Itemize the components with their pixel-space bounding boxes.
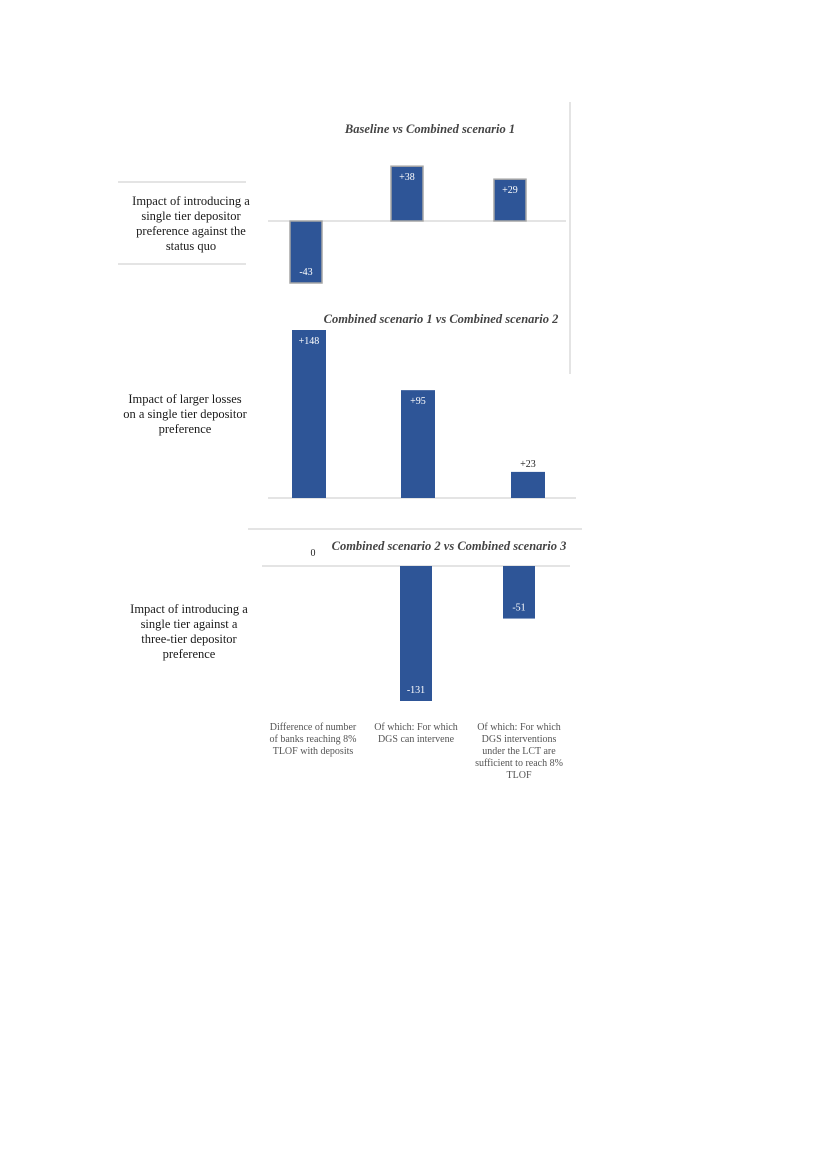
panel-2-side-label-line: on a single tier depositor (123, 407, 247, 421)
panel-2-data-label: +23 (520, 458, 536, 470)
category-tick-label: Of which: For which (477, 722, 561, 733)
panel-1-data-label: +29 (502, 185, 518, 197)
panel-2-title: Combined scenario 1 vs Combined scenario 2 (323, 312, 559, 326)
panel-3-data-label: -131 (406, 685, 426, 696)
category-tick-label: DGS can intervene (377, 734, 455, 745)
panel-2-bar (511, 472, 545, 498)
panel-3-side-label-line: three-tier depositor (141, 632, 237, 646)
category-tick-label: Difference of number (269, 722, 357, 733)
panel-1-side-label-line: preference against the (136, 224, 246, 238)
category-tick-label: TLOF with deposits (272, 746, 354, 757)
panel-2-side-label-line: Impact of larger losses (128, 392, 242, 406)
panel-3-title: Combined scenario 2 vs Combined scenario 3 (331, 539, 567, 553)
panel-1-side-label-line: Impact of introducing a (132, 194, 250, 208)
panel-1-data-label: -43 (299, 267, 313, 278)
panel-2-data-label: +95 (410, 396, 426, 408)
category-tick-label: TLOF (506, 770, 532, 781)
panel-3-side-label-line: single tier against a (140, 617, 238, 631)
category-tick-label: of banks reaching 8% (269, 734, 357, 745)
panel-2-data-label: +148 (298, 336, 320, 347)
panel-1-side-label-line: status quo (165, 239, 217, 253)
category-tick-label: DGS interventions (481, 734, 557, 745)
category-tick-label: under the LCT are (482, 746, 556, 757)
panel-3-side-label-line: preference (162, 647, 216, 661)
panel-3-data-label: -51 (512, 602, 526, 614)
panel-1-title: Baseline vs Combined scenario 1 (344, 122, 516, 136)
panel-2-side-label-line: preference (158, 422, 212, 436)
panel-3-data-label: 0 (310, 548, 316, 559)
category-tick-label: Of which: For which (374, 722, 458, 733)
panel-2-bar (292, 330, 326, 498)
category-tick-label: sufficient to reach 8% (475, 758, 563, 769)
panel-3-side-label-line: Impact of introducing a (130, 602, 248, 616)
panel-1-data-label: +38 (399, 172, 415, 184)
panel-1-side-label-line: single tier depositor (141, 209, 241, 223)
panel-3-bar (400, 566, 432, 701)
